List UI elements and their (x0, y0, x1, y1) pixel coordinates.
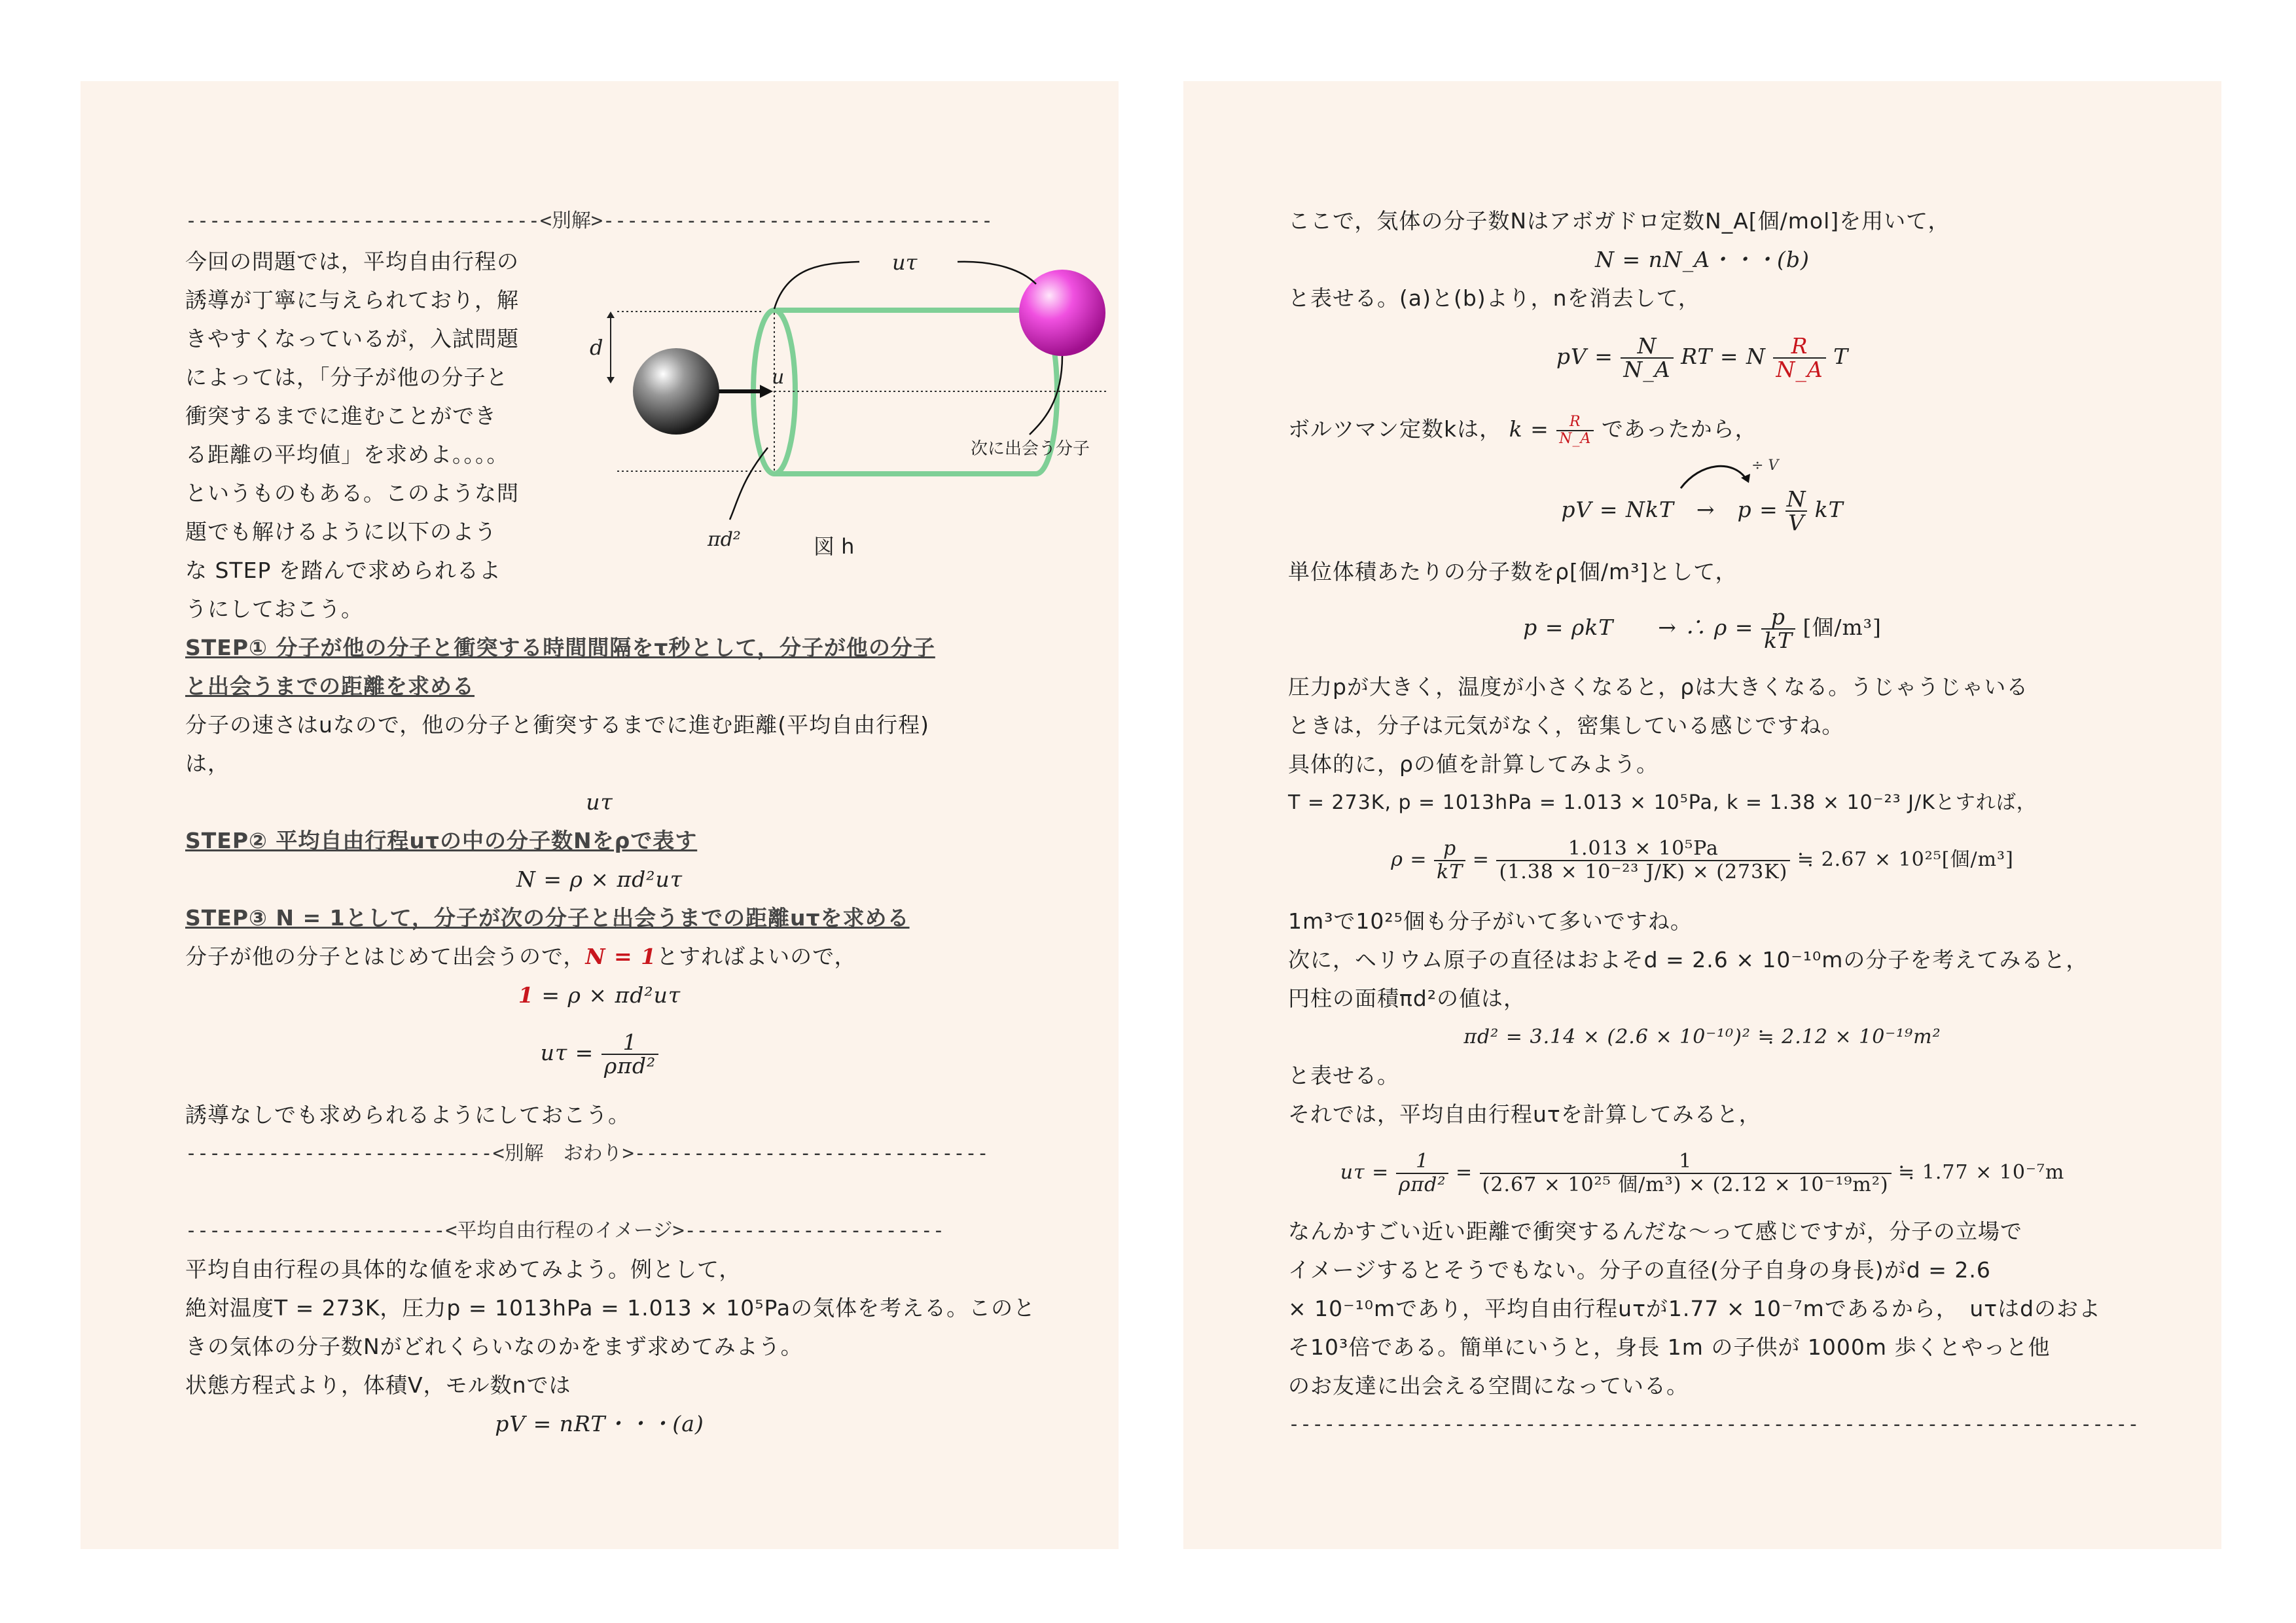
closing-text: 誘導なしでも求められるようにしておこう。 (185, 1102, 630, 1128)
intro-line: る距離の平均値」を求めよ。。。。 (185, 442, 509, 467)
separator-image: ----------------------<平均自由行程のイメージ>---------------------- (185, 1219, 944, 1242)
step3-heading: STEP③ N = 1として，分子が次の分子と出会うまでの距離uτを求める (185, 905, 910, 931)
body-text: ときは，分子は元気がなく，密集している感じですね。 (1288, 713, 1844, 738)
step1-heading-cont: と出会うまでの距離を求める (185, 673, 475, 699)
figure-h (578, 258, 1115, 637)
figure-caption: 図 h (814, 534, 855, 559)
image-text: 状態方程式より，体積V，モル数nでは (185, 1372, 571, 1398)
image-text: 平均自由行程の具体的な値を求めてみよう。例として， (185, 1257, 742, 1282)
step3-text: 分子が他の分子とはじめて出会うので，N = 1とすればよいので， (185, 944, 857, 969)
equation-nkt: pV = NkT → p = $\frac{N}{V}$ kT (1561, 486, 1844, 535)
label-u: u (772, 366, 785, 389)
body-text: 次に，ヘリウム原子の直径はおよそd = 2.6 × 10⁻¹⁰mの分子を考えてみると， (1288, 947, 2089, 972)
step1-text: 分子の速さはuなので，他の分子と衝突するまでに進む距離(平均自由行程) (185, 712, 930, 738)
intro-line: というものもある。このような問 (185, 480, 519, 506)
body-text: 圧力pが大きく，温度が小さくなると，ρは大きくなる。うじゃうじゃいる (1288, 674, 2029, 700)
body-text: と表せる。 (1288, 1063, 1399, 1088)
right-page (1183, 81, 2221, 1549)
equation-rho: p = ρkT → ∴ ρ = $\frac{p}{kT}$ [個/m³] (1523, 604, 1882, 653)
left-page (81, 81, 1119, 1549)
svg-text:÷ V: ÷ V (1751, 457, 1779, 474)
separator-betsu: ------------------------------<別解>--------------------------------- (185, 209, 993, 232)
separator-betsu-end: --------------------------<別解 おわり>------------------------------ (185, 1142, 989, 1165)
body-text: × 10⁻¹⁰mであり，平均自由行程uτが1.77 × 10⁻⁷mであるから， uτはdのおよ (1288, 1296, 2102, 1321)
label-d: d (590, 335, 603, 360)
intro-line: な STEP を踏んで求められるよ (185, 558, 501, 583)
body-text: 1m³で10²⁵個も分子がいて多いですね。 (1288, 908, 1693, 934)
body-text: 具体的に，ρの値を計算してみよう。 (1288, 751, 1659, 777)
label-next-molecule: 次に出会う分子 (971, 439, 1090, 459)
body-text: のお友達に出会える空間になっている。 (1288, 1373, 1689, 1399)
separator-end: ------------------------------------------------------------------------ (1288, 1413, 2140, 1436)
image-text: 絶対温度T = 273K，圧力p = 1013hPa = 1.013 × 10⁵Paの気体を考える。このと (185, 1295, 1036, 1321)
body-text: そ10³倍である。簡単にいうと，身長 1m の子供が 1000m 歩くとやっと他 (1288, 1334, 2051, 1360)
equation-ut-result: uτ = $\frac{1}{\text{ρπd²}}$ (81, 1024, 1119, 1082)
intro-line: きやすくなっているが，入試問題 (185, 326, 519, 351)
image-text: きの気体の分子数Nがどれくらいなのかをまず求めてみよう。 (185, 1334, 803, 1359)
body-text: 円柱の面積πd²の値は， (1288, 986, 1526, 1011)
body-text: それでは，平均自由行程uτを計算してみると， (1288, 1101, 1761, 1127)
body-text: イメージするとそうでもない。分子の直径(分子自身の身長)がd = 2.6 (1288, 1257, 1991, 1283)
body-text: と表せる。(a)と(b)より，nを消去して， (1288, 285, 1700, 311)
step2-heading: STEP② 平均自由行程uτの中の分子数Nをρで表す (185, 828, 698, 853)
intro-line: によっては，「分子が他の分子と (185, 365, 509, 390)
intro-line: 今回の問題では，平均自由行程の (185, 249, 519, 274)
intro-line: 誘導が丁寧に与えられており，解 (185, 287, 519, 313)
step1-heading: STEP① 分子が他の分子と衝突する時間間隔をτ秒として，分子が他の分子 (185, 635, 935, 660)
body-text: ここで，気体の分子数Nはアボガドロ定数N_A[個/mol]を用いて， (1288, 208, 1950, 234)
body-text-k: ボルツマン定数kは， k = $\frac{R}{N\_A}$ であったから， (1288, 413, 1757, 447)
body-text: 単位体積あたりの分子数をρ[個/m³]として， (1288, 559, 1738, 584)
intro-line: 衝突するまでに進むことができ (185, 403, 497, 429)
intro-line: 題でも解けるように以下のよう (185, 519, 497, 544)
equation-a: pV = nRT・・・(a) (495, 1411, 704, 1436)
body-text: なんかすごい近い距離で衝突するんだな～って感じですが，分子の立場で (1288, 1219, 2022, 1244)
equation-final: uτ = $\frac{1}{\text{ρπd²}}$ = $\frac{1}{\text{(2.67 × 10²⁵ 個/m³) × (2.12 × 10⁻¹⁹m²)}}$ ≒ 1.77 × 10⁻⁷m (1340, 1150, 2065, 1196)
equation-b: N = nN_A・・・(b) (1595, 247, 1810, 272)
equation-one: 1 = ρ × πd²uτ (518, 982, 681, 1008)
label-ut: uτ (892, 258, 918, 275)
body-text: T = 273K, p = 1013hPa = 1.013 × 10⁵Pa, k = 1.38 × 10⁻²³ J/Kとすれば， (1288, 791, 2037, 814)
equation-pv: pV = $\frac{N}{N\_A}$ RT = N $\frac{R}{N\_A}$ T (1556, 333, 1849, 382)
moving-molecule (633, 348, 719, 435)
equation-ut: uτ (586, 789, 613, 815)
step1-text-cont: は， (185, 751, 230, 776)
equation-N: N = ρ × πd²uτ (516, 866, 683, 892)
equation-rho-calc: ρ = $\frac{p}{kT}$ = $\frac{\text{1.013 × 10⁵Pa}}{\text{(1.38 × 10⁻²³ J/K) × (273K)}}$ ≒ 2.67 × 10²⁵[個/m³] (1391, 837, 2014, 883)
intro-line: うにしておこう。 (185, 596, 363, 622)
next-molecule (1019, 270, 1105, 356)
label-area: πd² (708, 528, 741, 551)
equation-area: πd² = 3.14 × (2.6 × 10⁻¹⁰)² ≒ 2.12 × 10⁻¹⁹m² (1463, 1026, 1941, 1048)
